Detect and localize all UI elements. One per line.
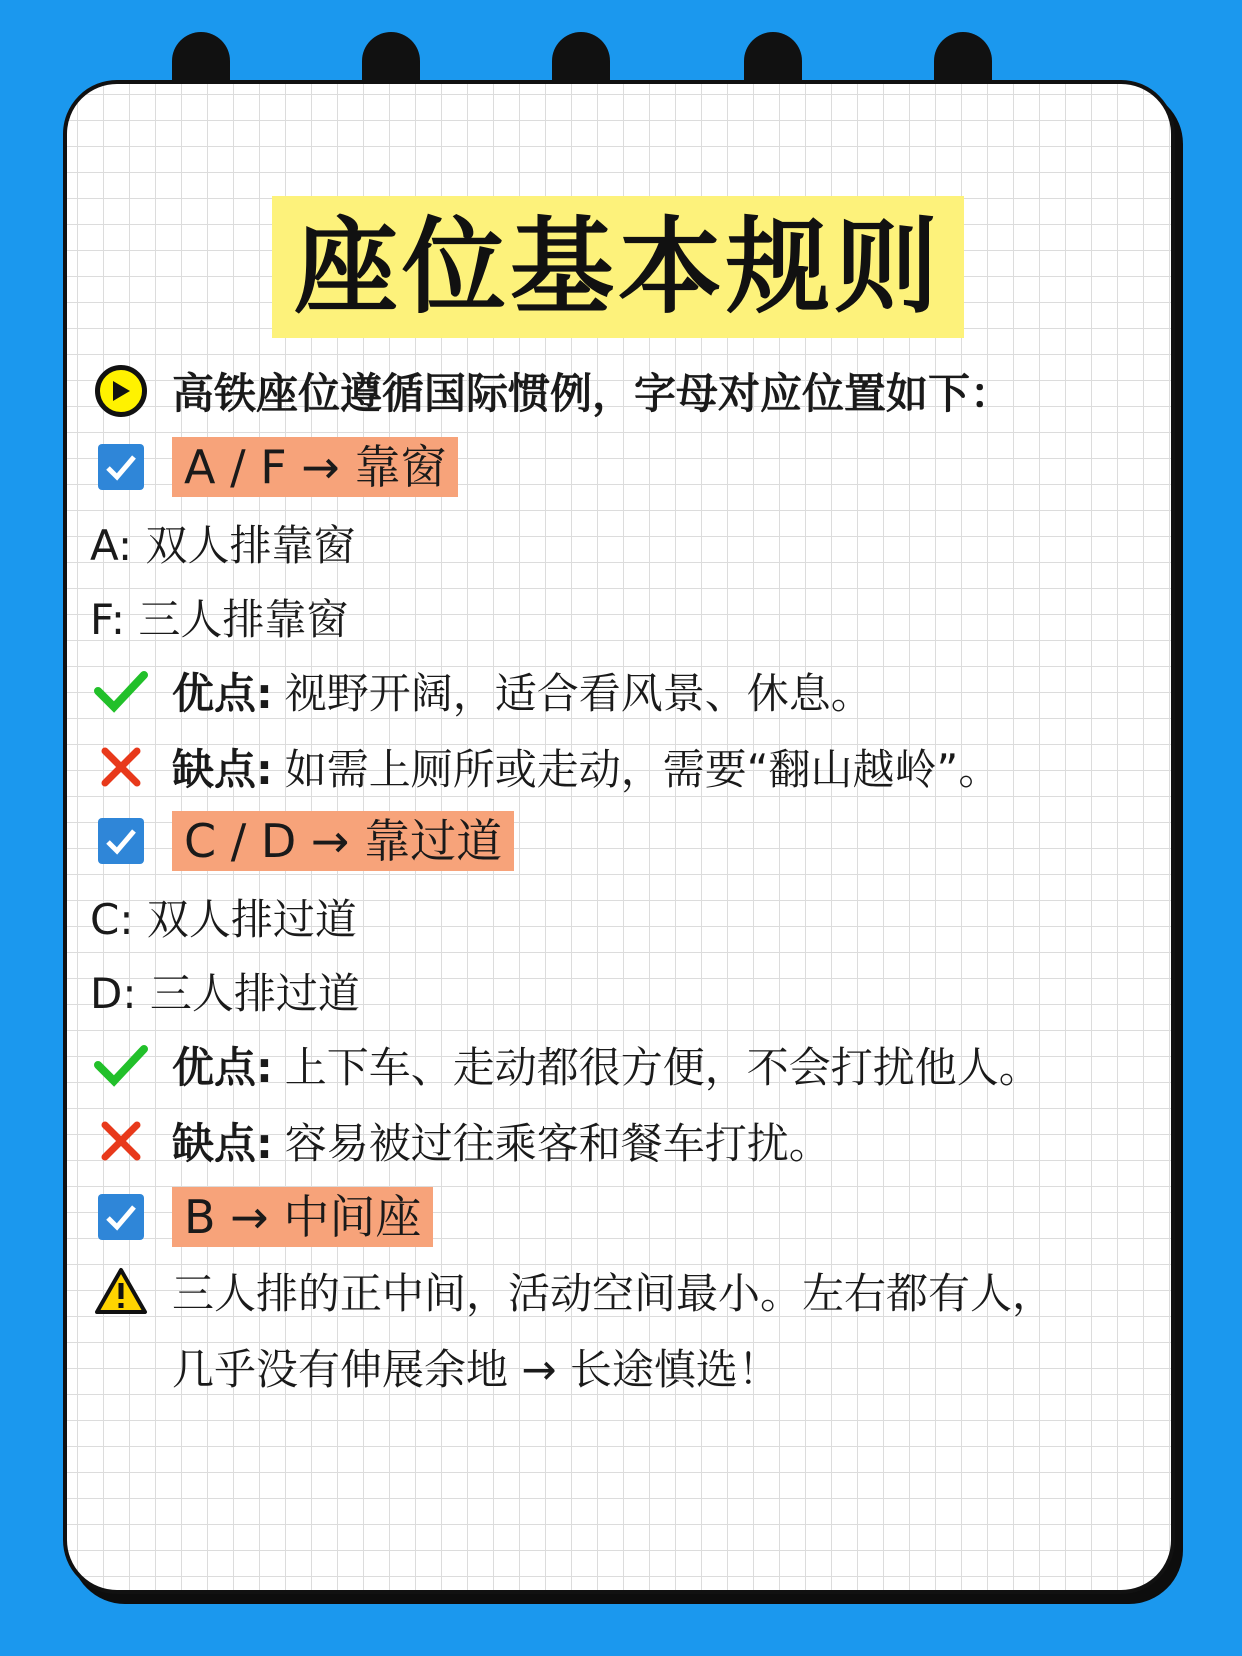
intro-line (90, 360, 1012, 422)
list-item: F: 三人排靠窗 (90, 595, 349, 644)
warning-icon (90, 1260, 152, 1322)
con-label: 缺点: (172, 1119, 273, 1168)
list-item: A: 双人排靠窗 (90, 521, 356, 570)
page-title: 座位基本规则 (272, 196, 964, 338)
play-circle-icon (90, 360, 152, 422)
con-line (90, 1110, 831, 1172)
section-window-header (90, 436, 458, 498)
warning-line (90, 1260, 1054, 1322)
checkbox-icon (90, 810, 152, 872)
con-text: 容易被过往乘客和餐车打扰。 (284, 1119, 831, 1168)
pro-text: 上下车、走动都很方便，不会打扰他人。 (284, 1043, 1041, 1092)
con-line (90, 736, 1000, 798)
con-text: 如需上厕所或走动，需要“翻山越岭”。 (284, 745, 1001, 794)
pro-label: 优点: (172, 669, 273, 718)
list-item: D: 三人排过道 (90, 969, 360, 1018)
section-middle-header (90, 1186, 433, 1248)
list-item: C: 双人排过道 (90, 895, 357, 944)
pro-text: 视野开阔，适合看风景、休息。 (284, 669, 873, 718)
checkbox-icon (90, 436, 152, 498)
pro-line (90, 1034, 1041, 1096)
checkbox-icon (90, 1186, 152, 1248)
section-tag: C / D → 靠过道 (172, 811, 514, 871)
section-aisle-header (90, 810, 514, 872)
checkmark-icon (90, 1034, 152, 1096)
pro-label: 优点: (172, 1043, 273, 1092)
cross-icon (90, 1110, 152, 1172)
cross-icon (90, 736, 152, 798)
con-label: 缺点: (172, 745, 273, 794)
section-tag: A / F → 靠窗 (172, 437, 458, 497)
warning-text: 三人排的正中间，活动空间最小。左右都有人， (172, 1269, 1055, 1318)
warning-line-continued: 几乎没有伸展余地 → 长途慎选！ (172, 1345, 780, 1394)
pro-line (90, 660, 873, 722)
section-tag: B → 中间座 (172, 1187, 433, 1247)
checkmark-icon (90, 660, 152, 722)
intro-text: 高铁座位遵循国际惯例，字母对应位置如下： (172, 369, 1013, 418)
